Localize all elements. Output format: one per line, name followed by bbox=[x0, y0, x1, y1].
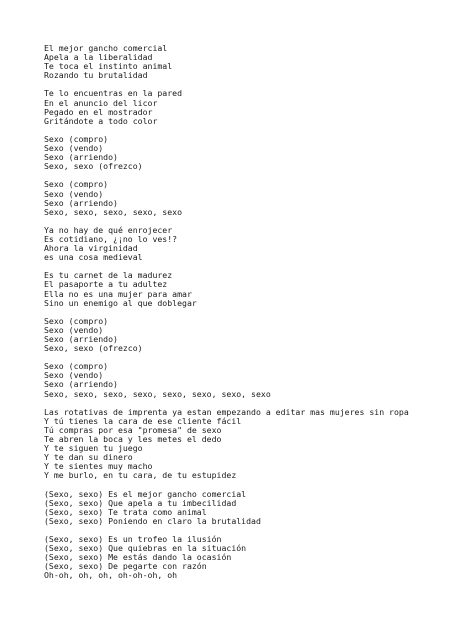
lyric-line: Sexo (vendo) bbox=[44, 143, 104, 154]
lyric-line: (Sexo, sexo) Poniendo en claro la brutalidad bbox=[44, 515, 261, 526]
lyric-line: (Sexo, sexo) Que apela a tu imbecilidad bbox=[44, 497, 237, 508]
lyric-line: Sexo, sexo (ofrezco) bbox=[44, 161, 143, 172]
stanza bbox=[44, 271, 464, 307]
lyric-line: Pegado en el mostrador bbox=[44, 106, 153, 117]
lyric-line: (Sexo, sexo) Es el mejor gancho comercial bbox=[44, 488, 247, 499]
lyric-line: (Sexo, sexo) De pegarte con razón bbox=[44, 561, 207, 572]
lyric-line: Tú compras por esa "promesa" de sexo bbox=[44, 424, 222, 435]
stanza bbox=[44, 535, 464, 580]
lyric-line: En el anuncio del licor bbox=[44, 97, 158, 108]
lyric-line: Es tu carnet de la madurez bbox=[44, 270, 173, 281]
lyric-line: Oh-oh, oh, oh, oh-oh-oh, oh bbox=[44, 570, 178, 581]
lyric-line: (Sexo, sexo) Me estás dando la ocasión bbox=[44, 552, 232, 563]
lyric-line: El mejor gancho comercial bbox=[44, 43, 168, 53]
stanza bbox=[44, 89, 464, 125]
stanza bbox=[44, 362, 464, 398]
stanza bbox=[44, 226, 464, 262]
lyric-line: Y te sientes muy macho bbox=[44, 461, 153, 472]
lyric-line: Te lo encuentras en la pared bbox=[44, 88, 183, 99]
lyric-line: Rozando tu brutalidad bbox=[44, 70, 148, 81]
lyric-line: Apela a la liberalidad bbox=[44, 52, 153, 63]
lyric-line: (Sexo, sexo) Que quiebras en la situación bbox=[44, 543, 247, 554]
stanza bbox=[44, 490, 464, 526]
lyric-line: Y me burlo, en tu cara, de tu estupidez bbox=[44, 470, 237, 481]
lyric-line: Y te dan su dinero bbox=[44, 452, 133, 463]
stanza bbox=[44, 180, 464, 216]
stanza bbox=[44, 135, 464, 171]
lyric-line: Te toca el instinto animal bbox=[44, 61, 173, 72]
lyric-line: Sexo (compro) bbox=[44, 361, 109, 372]
lyric-line: El pasaporte a tu adultez bbox=[44, 279, 168, 290]
lyric-line: Te abren la boca y les metes el dedo bbox=[44, 434, 222, 445]
lyric-line: Ella no es una mujer para amar bbox=[44, 288, 192, 299]
lyric-line: (Sexo, sexo) Te trata como animal bbox=[44, 506, 207, 517]
lyric-line: Ya no hay de qué enrojecer bbox=[44, 224, 173, 235]
lyric-line: Las rotativas de imprenta ya estan empezando a editar mas mujeres sin ropa bbox=[44, 406, 409, 417]
lyric-line: Sexo (vendo) bbox=[44, 370, 104, 381]
lyric-line: Ahora la virginidad bbox=[44, 243, 138, 254]
lyric-line: Sexo (vendo) bbox=[44, 188, 104, 199]
stanza bbox=[44, 317, 464, 353]
stanza bbox=[44, 44, 464, 80]
lyric-line: Es cotidiano, ¿¡no lo ves!? bbox=[44, 233, 178, 244]
lyric-line: Sexo, sexo, sexo, sexo, sexo bbox=[44, 206, 183, 217]
lyric-line: Gritándote a todo color bbox=[44, 115, 158, 126]
lyric-line: Sexo, sexo, sexo, sexo, sexo, sexo, sexo, sexo bbox=[44, 388, 271, 399]
lyric-line: Sexo (compro) bbox=[44, 179, 109, 190]
lyric-line: Y tú tienes la cara de ese cliente fácil bbox=[44, 415, 242, 426]
lyric-line: Y te siguen tu juego bbox=[44, 443, 143, 454]
lyric-line: Sexo (vendo) bbox=[44, 324, 104, 335]
stanza bbox=[44, 408, 464, 481]
lyric-line: Sexo (arriendo) bbox=[44, 334, 118, 344]
lyric-line: Sino un enemigo al que doblegar bbox=[44, 297, 197, 308]
lyric-line: Sexo (arriendo) bbox=[44, 152, 118, 163]
lyric-line: es una cosa medieval bbox=[44, 252, 143, 263]
lyric-line: (Sexo, sexo) Es un trofeo la ilusión bbox=[44, 534, 222, 545]
lyric-line: Sexo (compro) bbox=[44, 315, 109, 326]
lyric-line: Sexo, sexo (ofrezco) bbox=[44, 343, 143, 354]
lyric-line: Sexo (arriendo) bbox=[44, 379, 118, 390]
lyric-line: Sexo (arriendo) bbox=[44, 197, 118, 208]
lyrics-document bbox=[44, 44, 464, 590]
lyric-line: Sexo (compro) bbox=[44, 133, 109, 144]
